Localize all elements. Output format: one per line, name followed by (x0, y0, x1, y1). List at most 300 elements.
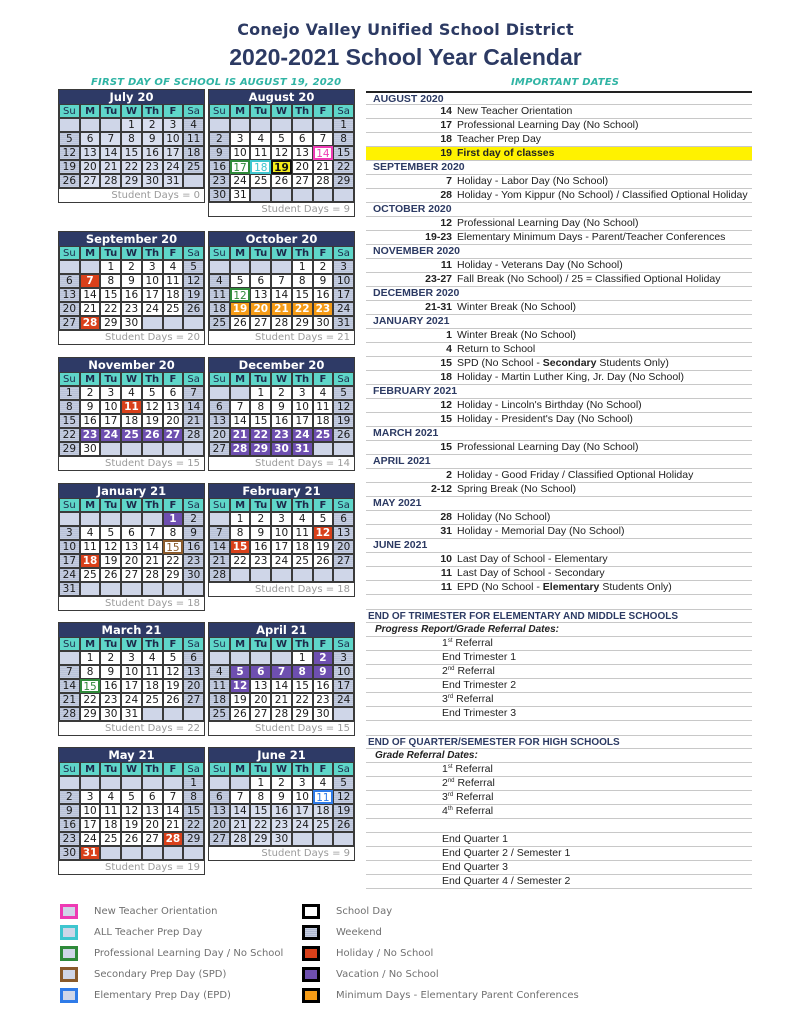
day-cell[interactable]: 25 (292, 554, 313, 568)
day-cell[interactable]: 27 (250, 707, 271, 721)
day-cell[interactable]: 10 (292, 790, 313, 804)
day-cell[interactable]: 9 (250, 526, 271, 540)
day-cell[interactable]: 15 (292, 288, 313, 302)
day-cell[interactable]: 9 (183, 526, 204, 540)
day-cell[interactable]: 2 (80, 386, 101, 400)
day-cell[interactable]: 15 (80, 679, 101, 693)
day-cell[interactable]: 11 (209, 288, 230, 302)
day-cell[interactable]: 26 (121, 832, 142, 846)
day-cell[interactable]: 8 (121, 132, 142, 146)
day-cell[interactable]: 26 (313, 554, 334, 568)
day-cell[interactable]: 5 (183, 260, 204, 274)
day-cell[interactable]: 22 (183, 818, 204, 832)
day-cell[interactable]: 29 (333, 174, 354, 188)
day-cell[interactable]: 10 (100, 400, 121, 414)
day-cell[interactable]: 2 (209, 132, 230, 146)
day-cell[interactable]: 23 (271, 818, 292, 832)
day-cell[interactable]: 29 (100, 316, 121, 330)
day-cell[interactable]: 26 (59, 174, 80, 188)
day-cell[interactable]: 20 (163, 414, 184, 428)
day-cell[interactable]: 27 (80, 174, 101, 188)
day-cell[interactable]: 16 (183, 540, 204, 554)
day-cell[interactable]: 25 (209, 316, 230, 330)
day-cell[interactable]: 19 (271, 160, 292, 174)
day-cell[interactable]: 17 (333, 679, 354, 693)
day-cell[interactable]: 19 (163, 679, 184, 693)
day-cell[interactable]: 22 (250, 428, 271, 442)
day-cell[interactable]: 7 (271, 665, 292, 679)
day-cell[interactable]: 18 (313, 804, 334, 818)
day-cell[interactable]: 16 (250, 540, 271, 554)
day-cell[interactable]: 8 (250, 790, 271, 804)
day-cell[interactable]: 8 (230, 526, 251, 540)
day-cell[interactable]: 24 (230, 174, 251, 188)
day-cell[interactable]: 3 (292, 386, 313, 400)
day-cell[interactable]: 19 (121, 818, 142, 832)
day-cell[interactable]: 4 (80, 526, 101, 540)
day-cell[interactable]: 1 (121, 118, 142, 132)
day-cell[interactable]: 30 (59, 846, 80, 860)
day-cell[interactable]: 9 (121, 274, 142, 288)
day-cell[interactable]: 12 (271, 146, 292, 160)
day-cell[interactable]: 11 (80, 540, 101, 554)
day-cell[interactable]: 23 (59, 832, 80, 846)
day-cell[interactable]: 18 (292, 540, 313, 554)
day-cell[interactable]: 2 (271, 386, 292, 400)
day-cell[interactable]: 12 (121, 804, 142, 818)
day-cell[interactable]: 15 (183, 804, 204, 818)
day-cell[interactable]: 1 (163, 512, 184, 526)
day-cell[interactable]: 3 (142, 260, 163, 274)
day-cell[interactable]: 24 (163, 160, 184, 174)
day-cell[interactable]: 7 (183, 386, 204, 400)
day-cell[interactable]: 26 (163, 693, 184, 707)
day-cell[interactable]: 18 (142, 679, 163, 693)
day-cell[interactable]: 13 (142, 804, 163, 818)
day-cell[interactable]: 14 (142, 540, 163, 554)
day-cell[interactable]: 19 (333, 414, 354, 428)
day-cell[interactable]: 30 (313, 707, 334, 721)
day-cell[interactable]: 14 (100, 146, 121, 160)
day-cell[interactable]: 12 (142, 400, 163, 414)
day-cell[interactable]: 25 (183, 160, 204, 174)
day-cell[interactable]: 27 (209, 832, 230, 846)
day-cell[interactable]: 23 (121, 302, 142, 316)
day-cell[interactable]: 5 (313, 512, 334, 526)
day-cell[interactable]: 4 (313, 386, 334, 400)
day-cell[interactable]: 5 (333, 776, 354, 790)
day-cell[interactable]: 1 (292, 651, 313, 665)
day-cell[interactable]: 28 (230, 442, 251, 456)
day-cell[interactable]: 18 (100, 818, 121, 832)
day-cell[interactable]: 5 (271, 132, 292, 146)
day-cell[interactable]: 1 (292, 260, 313, 274)
day-cell[interactable]: 13 (121, 540, 142, 554)
day-cell[interactable]: 13 (209, 804, 230, 818)
day-cell[interactable]: 10 (163, 132, 184, 146)
day-cell[interactable]: 21 (142, 554, 163, 568)
day-cell[interactable]: 21 (313, 160, 334, 174)
day-cell[interactable]: 16 (100, 679, 121, 693)
day-cell[interactable]: 7 (59, 665, 80, 679)
day-cell[interactable]: 20 (250, 693, 271, 707)
day-cell[interactable]: 8 (59, 400, 80, 414)
day-cell[interactable]: 17 (230, 160, 251, 174)
day-cell[interactable]: 15 (292, 679, 313, 693)
day-cell[interactable]: 5 (230, 665, 251, 679)
day-cell[interactable]: 3 (121, 651, 142, 665)
day-cell[interactable]: 11 (142, 665, 163, 679)
day-cell[interactable]: 7 (313, 132, 334, 146)
day-cell[interactable]: 6 (59, 274, 80, 288)
day-cell[interactable]: 3 (292, 776, 313, 790)
day-cell[interactable]: 10 (142, 274, 163, 288)
day-cell[interactable]: 31 (121, 707, 142, 721)
day-cell[interactable]: 31 (163, 174, 184, 188)
day-cell[interactable]: 12 (333, 790, 354, 804)
day-cell[interactable]: 1 (80, 651, 101, 665)
day-cell[interactable]: 8 (100, 274, 121, 288)
day-cell[interactable]: 7 (271, 274, 292, 288)
day-cell[interactable]: 8 (292, 665, 313, 679)
day-cell[interactable]: 3 (163, 118, 184, 132)
day-cell[interactable]: 23 (250, 554, 271, 568)
day-cell[interactable]: 6 (209, 400, 230, 414)
day-cell[interactable]: 3 (230, 132, 251, 146)
day-cell[interactable]: 14 (209, 540, 230, 554)
day-cell[interactable]: 24 (333, 693, 354, 707)
day-cell[interactable]: 10 (121, 665, 142, 679)
day-cell[interactable]: 13 (292, 146, 313, 160)
day-cell[interactable]: 23 (271, 428, 292, 442)
day-cell[interactable]: 28 (209, 568, 230, 582)
day-cell[interactable]: 26 (271, 174, 292, 188)
day-cell[interactable]: 12 (183, 274, 204, 288)
day-cell[interactable]: 5 (100, 526, 121, 540)
day-cell[interactable]: 22 (121, 160, 142, 174)
day-cell[interactable]: 26 (333, 818, 354, 832)
day-cell[interactable]: 26 (230, 707, 251, 721)
day-cell[interactable]: 31 (292, 442, 313, 456)
day-cell[interactable]: 22 (163, 554, 184, 568)
day-cell[interactable]: 12 (313, 526, 334, 540)
day-cell[interactable]: 9 (100, 665, 121, 679)
day-cell[interactable]: 24 (121, 693, 142, 707)
day-cell[interactable]: 23 (100, 693, 121, 707)
day-cell[interactable]: 25 (209, 707, 230, 721)
day-cell[interactable]: 21 (100, 160, 121, 174)
day-cell[interactable]: 6 (183, 651, 204, 665)
day-cell[interactable]: 17 (292, 804, 313, 818)
day-cell[interactable]: 17 (333, 288, 354, 302)
day-cell[interactable]: 13 (59, 288, 80, 302)
day-cell[interactable]: 9 (271, 400, 292, 414)
day-cell[interactable]: 26 (142, 428, 163, 442)
day-cell[interactable]: 8 (292, 274, 313, 288)
day-cell[interactable]: 2 (100, 651, 121, 665)
day-cell[interactable]: 25 (80, 568, 101, 582)
day-cell[interactable]: 18 (313, 414, 334, 428)
day-cell[interactable]: 19 (313, 540, 334, 554)
day-cell[interactable]: 28 (183, 428, 204, 442)
day-cell[interactable]: 19 (142, 414, 163, 428)
day-cell[interactable]: 17 (59, 554, 80, 568)
day-cell[interactable]: 6 (250, 274, 271, 288)
day-cell[interactable]: 11 (183, 132, 204, 146)
day-cell[interactable]: 29 (121, 174, 142, 188)
day-cell[interactable]: 16 (271, 804, 292, 818)
day-cell[interactable]: 21 (209, 554, 230, 568)
day-cell[interactable]: 10 (59, 540, 80, 554)
day-cell[interactable]: 31 (59, 582, 80, 596)
day-cell[interactable]: 29 (250, 442, 271, 456)
day-cell[interactable]: 16 (209, 160, 230, 174)
day-cell[interactable]: 17 (163, 146, 184, 160)
day-cell[interactable]: 3 (100, 386, 121, 400)
day-cell[interactable]: 7 (209, 526, 230, 540)
day-cell[interactable]: 2 (250, 512, 271, 526)
day-cell[interactable]: 18 (121, 414, 142, 428)
day-cell[interactable]: 21 (230, 818, 251, 832)
day-cell[interactable]: 24 (59, 568, 80, 582)
day-cell[interactable]: 18 (163, 288, 184, 302)
day-cell[interactable]: 20 (250, 302, 271, 316)
day-cell[interactable]: 11 (250, 146, 271, 160)
day-cell[interactable]: 29 (80, 707, 101, 721)
day-cell[interactable]: 29 (183, 832, 204, 846)
day-cell[interactable]: 9 (313, 274, 334, 288)
day-cell[interactable]: 20 (59, 302, 80, 316)
day-cell[interactable]: 4 (209, 665, 230, 679)
day-cell[interactable]: 19 (230, 302, 251, 316)
day-cell[interactable]: 6 (333, 512, 354, 526)
day-cell[interactable]: 17 (142, 288, 163, 302)
day-cell[interactable]: 18 (183, 146, 204, 160)
day-cell[interactable]: 25 (313, 428, 334, 442)
day-cell[interactable]: 7 (163, 790, 184, 804)
day-cell[interactable]: 2 (271, 776, 292, 790)
day-cell[interactable]: 5 (163, 651, 184, 665)
day-cell[interactable]: 30 (121, 316, 142, 330)
day-cell[interactable]: 13 (183, 665, 204, 679)
day-cell[interactable]: 12 (230, 679, 251, 693)
day-cell[interactable]: 22 (100, 302, 121, 316)
day-cell[interactable]: 18 (80, 554, 101, 568)
day-cell[interactable]: 3 (271, 512, 292, 526)
day-cell[interactable]: 29 (292, 316, 313, 330)
day-cell[interactable]: 30 (142, 174, 163, 188)
day-cell[interactable]: 15 (121, 146, 142, 160)
day-cell[interactable]: 14 (163, 804, 184, 818)
day-cell[interactable]: 27 (183, 693, 204, 707)
day-cell[interactable]: 7 (142, 526, 163, 540)
day-cell[interactable]: 16 (142, 146, 163, 160)
day-cell[interactable]: 23 (313, 693, 334, 707)
day-cell[interactable]: 21 (163, 818, 184, 832)
day-cell[interactable]: 30 (183, 568, 204, 582)
day-cell[interactable]: 30 (100, 707, 121, 721)
day-cell[interactable]: 13 (333, 526, 354, 540)
day-cell[interactable]: 6 (80, 132, 101, 146)
day-cell[interactable]: 13 (209, 414, 230, 428)
day-cell[interactable]: 16 (271, 414, 292, 428)
day-cell[interactable]: 20 (333, 540, 354, 554)
day-cell[interactable]: 19 (333, 804, 354, 818)
day-cell[interactable]: 18 (209, 302, 230, 316)
day-cell[interactable]: 15 (163, 540, 184, 554)
day-cell[interactable]: 20 (209, 818, 230, 832)
day-cell[interactable]: 27 (59, 316, 80, 330)
day-cell[interactable]: 16 (121, 288, 142, 302)
day-cell[interactable]: 5 (230, 274, 251, 288)
day-cell[interactable]: 27 (333, 554, 354, 568)
day-cell[interactable]: 1 (250, 386, 271, 400)
day-cell[interactable]: 27 (250, 316, 271, 330)
day-cell[interactable]: 4 (142, 651, 163, 665)
day-cell[interactable]: 19 (100, 554, 121, 568)
day-cell[interactable]: 24 (142, 302, 163, 316)
day-cell[interactable]: 1 (230, 512, 251, 526)
day-cell[interactable]: 30 (209, 188, 230, 202)
day-cell[interactable]: 15 (100, 288, 121, 302)
day-cell[interactable]: 4 (292, 512, 313, 526)
day-cell[interactable]: 28 (230, 832, 251, 846)
day-cell[interactable]: 8 (163, 526, 184, 540)
day-cell[interactable]: 17 (80, 818, 101, 832)
day-cell[interactable]: 6 (292, 132, 313, 146)
day-cell[interactable]: 30 (271, 442, 292, 456)
day-cell[interactable]: 24 (80, 832, 101, 846)
day-cell[interactable]: 28 (313, 174, 334, 188)
day-cell[interactable]: 2 (183, 512, 204, 526)
day-cell[interactable]: 25 (142, 693, 163, 707)
day-cell[interactable]: 9 (313, 665, 334, 679)
day-cell[interactable]: 25 (121, 428, 142, 442)
day-cell[interactable]: 24 (100, 428, 121, 442)
day-cell[interactable]: 16 (313, 288, 334, 302)
day-cell[interactable]: 31 (230, 188, 251, 202)
day-cell[interactable]: 14 (183, 400, 204, 414)
day-cell[interactable]: 1 (333, 118, 354, 132)
day-cell[interactable]: 9 (271, 790, 292, 804)
day-cell[interactable]: 25 (250, 174, 271, 188)
day-cell[interactable]: 17 (292, 414, 313, 428)
day-cell[interactable]: 6 (163, 386, 184, 400)
day-cell[interactable]: 25 (313, 818, 334, 832)
day-cell[interactable]: 11 (121, 400, 142, 414)
day-cell[interactable]: 1 (250, 776, 271, 790)
day-cell[interactable]: 29 (59, 442, 80, 456)
day-cell[interactable]: 31 (333, 316, 354, 330)
day-cell[interactable]: 8 (183, 790, 204, 804)
day-cell[interactable]: 18 (250, 160, 271, 174)
day-cell[interactable]: 20 (80, 160, 101, 174)
day-cell[interactable]: 15 (59, 414, 80, 428)
day-cell[interactable]: 10 (292, 400, 313, 414)
day-cell[interactable]: 9 (59, 804, 80, 818)
day-cell[interactable]: 28 (80, 316, 101, 330)
day-cell[interactable]: 30 (80, 442, 101, 456)
day-cell[interactable]: 20 (292, 160, 313, 174)
day-cell[interactable]: 6 (209, 790, 230, 804)
day-cell[interactable]: 1 (59, 386, 80, 400)
day-cell[interactable]: 17 (121, 679, 142, 693)
day-cell[interactable]: 23 (80, 428, 101, 442)
day-cell[interactable]: 17 (100, 414, 121, 428)
day-cell[interactable]: 3 (80, 790, 101, 804)
day-cell[interactable]: 9 (80, 400, 101, 414)
day-cell[interactable]: 27 (142, 832, 163, 846)
day-cell[interactable]: 28 (271, 316, 292, 330)
day-cell[interactable]: 9 (142, 132, 163, 146)
day-cell[interactable]: 6 (250, 665, 271, 679)
day-cell[interactable]: 21 (230, 428, 251, 442)
day-cell[interactable]: 12 (59, 146, 80, 160)
day-cell[interactable]: 15 (230, 540, 251, 554)
day-cell[interactable]: 7 (230, 400, 251, 414)
day-cell[interactable]: 23 (183, 554, 204, 568)
day-cell[interactable]: 17 (271, 540, 292, 554)
day-cell[interactable]: 25 (163, 302, 184, 316)
day-cell[interactable]: 14 (80, 288, 101, 302)
day-cell[interactable]: 29 (163, 568, 184, 582)
day-cell[interactable]: 21 (271, 302, 292, 316)
day-cell[interactable]: 26 (333, 428, 354, 442)
day-cell[interactable]: 2 (313, 260, 334, 274)
day-cell[interactable]: 16 (80, 414, 101, 428)
day-cell[interactable]: 19 (59, 160, 80, 174)
day-cell[interactable]: 7 (230, 790, 251, 804)
day-cell[interactable]: 20 (209, 428, 230, 442)
day-cell[interactable]: 7 (100, 132, 121, 146)
day-cell[interactable]: 9 (209, 146, 230, 160)
day-cell[interactable]: 14 (271, 679, 292, 693)
day-cell[interactable]: 5 (142, 386, 163, 400)
day-cell[interactable]: 22 (80, 693, 101, 707)
day-cell[interactable]: 3 (59, 526, 80, 540)
day-cell[interactable]: 10 (80, 804, 101, 818)
day-cell[interactable]: 11 (209, 679, 230, 693)
day-cell[interactable]: 11 (313, 790, 334, 804)
day-cell[interactable]: 16 (313, 679, 334, 693)
day-cell[interactable]: 28 (163, 832, 184, 846)
day-cell[interactable]: 5 (59, 132, 80, 146)
day-cell[interactable]: 3 (333, 260, 354, 274)
day-cell[interactable]: 14 (59, 679, 80, 693)
day-cell[interactable]: 27 (209, 442, 230, 456)
day-cell[interactable]: 11 (163, 274, 184, 288)
day-cell[interactable]: 4 (183, 118, 204, 132)
day-cell[interactable]: 8 (80, 665, 101, 679)
day-cell[interactable]: 12 (230, 288, 251, 302)
day-cell[interactable]: 27 (292, 174, 313, 188)
day-cell[interactable]: 18 (209, 693, 230, 707)
day-cell[interactable]: 2 (313, 651, 334, 665)
day-cell[interactable]: 19 (183, 288, 204, 302)
day-cell[interactable]: 26 (100, 568, 121, 582)
day-cell[interactable]: 2 (59, 790, 80, 804)
day-cell[interactable]: 6 (121, 526, 142, 540)
day-cell[interactable]: 8 (250, 400, 271, 414)
day-cell[interactable]: 2 (121, 260, 142, 274)
day-cell[interactable]: 4 (163, 260, 184, 274)
day-cell[interactable]: 19 (230, 693, 251, 707)
day-cell[interactable]: 13 (250, 288, 271, 302)
day-cell[interactable]: 29 (292, 707, 313, 721)
day-cell[interactable]: 12 (163, 665, 184, 679)
day-cell[interactable]: 28 (59, 707, 80, 721)
day-cell[interactable]: 4 (121, 386, 142, 400)
